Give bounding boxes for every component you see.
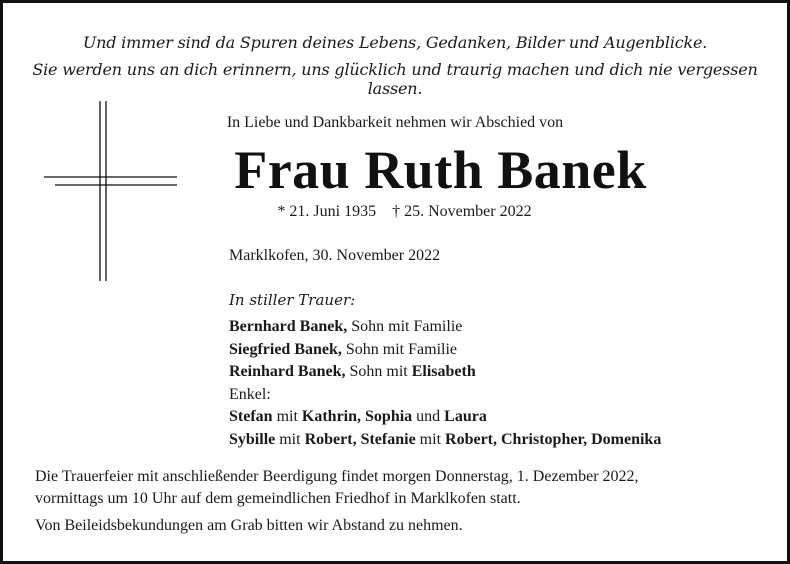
quote-line-2: Sie werden uns an dich erinnern, uns glücklich und traurig machen und dich nie vergessen lassen.: [32, 60, 758, 98]
farewell-intro: In Liebe und Dankbarkeit nehmen wir Abschied von: [226, 114, 564, 131]
family-row: [229, 429, 661, 452]
condolence-notice: Von Beileidsbekundungen am Grab bitten wir Abstand zu nehmen.: [35, 517, 463, 534]
family-connector: mit: [415, 430, 446, 448]
grandchildren-label: Enkel:: [229, 385, 271, 403]
family-connector: und: [412, 408, 445, 425]
death-date: 25. November 2022: [404, 203, 532, 220]
family-name: Stefan: [229, 408, 273, 425]
birth-date: 21. Juni 1935: [289, 203, 377, 220]
family-relation: Sohn mit Familie: [347, 318, 463, 335]
place-date: Marklkofen, 30. November 2022: [229, 247, 441, 264]
family-partner: Laura: [444, 408, 487, 425]
family-connector: mit: [272, 408, 302, 425]
funeral-notice-line-1: Die Trauerfeier mit anschließender Beerdigung findet morgen Donnerstag, 1. Dezember 2022,: [35, 468, 639, 485]
family-row: [229, 406, 661, 429]
family-relation: Sohn mit: [345, 363, 412, 380]
family-partner: Robert, Christopher, Domenika: [445, 430, 662, 448]
family-row: [229, 316, 661, 339]
family-name: Bernhard Banek,: [229, 318, 348, 335]
life-dates: [3, 203, 790, 221]
family-name: Sybille: [229, 430, 276, 448]
funeral-notice-line-2: vormittags um 10 Uhr auf dem gemeindlichen Friedhof in Marklkofen statt.: [35, 490, 521, 507]
family-name: Reinhard Banek,: [229, 363, 346, 380]
family-name: Siegfried Banek,: [229, 340, 342, 358]
birth-symbol: *: [277, 203, 286, 220]
family-connector: mit: [275, 430, 305, 448]
deceased-name: Frau Ruth Banek: [234, 140, 647, 200]
family-row: [229, 339, 661, 362]
quote-line-1: Und immer sind da Spuren deines Lebens, Gedanken, Bilder und Augenblicke.: [82, 33, 708, 52]
family-relation: Sohn mit Familie: [341, 340, 458, 358]
family-partner: Elisabeth: [411, 363, 476, 380]
family-partner: Kathrin, Sophia: [301, 408, 413, 425]
family-list: [229, 316, 661, 451]
family-row: [229, 361, 661, 384]
family-partner: Robert, Stefanie: [304, 430, 416, 448]
mourning-label: In stiller Trauer:: [229, 291, 356, 309]
death-symbol: †: [392, 203, 401, 220]
